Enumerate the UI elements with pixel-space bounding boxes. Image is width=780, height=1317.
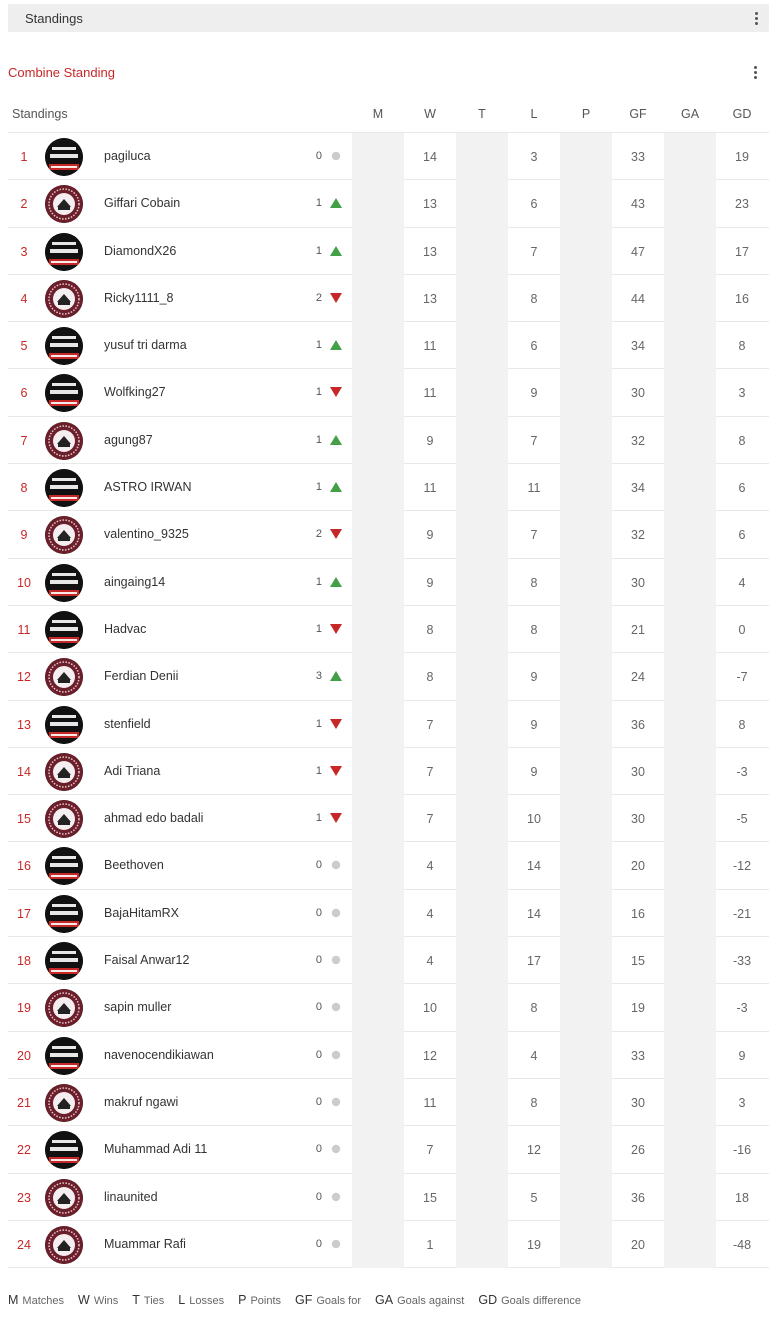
rank: 14 bbox=[17, 764, 31, 779]
rank: 10 bbox=[17, 575, 31, 590]
team-logo-crest-icon bbox=[45, 989, 83, 1027]
shaded-column-t bbox=[456, 133, 508, 1268]
legend-item-gf bbox=[295, 1295, 361, 1307]
cell-l: 9 bbox=[530, 764, 538, 779]
trend-up-icon bbox=[330, 246, 342, 256]
cell-gf: 26 bbox=[631, 1143, 645, 1158]
cell-w: 10 bbox=[423, 1001, 437, 1016]
trend-same-icon bbox=[330, 1050, 342, 1060]
cell-l: 3 bbox=[530, 150, 538, 164]
trend-up-icon bbox=[330, 340, 342, 350]
position-change: 1 bbox=[315, 386, 322, 399]
cell-gd: 23 bbox=[735, 197, 749, 212]
rank: 15 bbox=[17, 812, 31, 827]
position-change: 0 bbox=[315, 1237, 322, 1250]
cell-gf: 21 bbox=[631, 622, 645, 637]
cell-gd: -3 bbox=[736, 764, 748, 779]
team-logo-crest-icon bbox=[45, 516, 83, 554]
legend-text: Ties bbox=[143, 1295, 165, 1307]
team-logo-empire-icon bbox=[45, 942, 83, 980]
section-title: Combine Standing bbox=[8, 65, 115, 80]
column-header-ga[interactable]: GA bbox=[680, 107, 700, 121]
cell-l: 10 bbox=[527, 812, 541, 827]
position-change: 0 bbox=[315, 1143, 322, 1156]
legend-text: Matches bbox=[22, 1295, 64, 1307]
team-logo-empire-icon bbox=[45, 895, 83, 933]
cell-l: 7 bbox=[530, 244, 538, 259]
cell-l: 5 bbox=[530, 1190, 538, 1205]
cell-w: 11 bbox=[423, 481, 437, 496]
cell-w: 4 bbox=[426, 906, 434, 921]
shaded-column-p bbox=[560, 133, 612, 1268]
cell-l: 7 bbox=[530, 528, 538, 543]
cell-gf: 36 bbox=[631, 717, 645, 732]
rank: 4 bbox=[20, 291, 28, 306]
player-name[interactable]: makruf ngawi bbox=[104, 1094, 179, 1109]
legend-key: W bbox=[78, 1293, 90, 1307]
position-change: 1 bbox=[315, 622, 322, 635]
column-header-t[interactable]: T bbox=[478, 107, 486, 121]
position-change: 1 bbox=[315, 764, 322, 777]
team-logo-crest-icon bbox=[45, 658, 83, 696]
cell-gf: 19 bbox=[631, 1001, 645, 1016]
player-name[interactable]: Faisal Anwar12 bbox=[104, 953, 190, 968]
cell-w: 4 bbox=[426, 859, 434, 874]
player-name[interactable]: pagiluca bbox=[104, 149, 151, 163]
player-name[interactable]: BajaHitamRX bbox=[104, 905, 180, 920]
trend-up-icon bbox=[330, 671, 342, 681]
cell-gf: 30 bbox=[631, 575, 645, 590]
cell-gf: 20 bbox=[631, 1237, 645, 1252]
position-change: 0 bbox=[315, 859, 322, 872]
cell-gd: -48 bbox=[732, 1237, 752, 1252]
position-change: 1 bbox=[315, 244, 322, 257]
cell-l: 19 bbox=[527, 1237, 541, 1252]
player-name[interactable]: yusuf tri darma bbox=[104, 338, 187, 353]
rank: 20 bbox=[17, 1048, 31, 1063]
cell-gf: 43 bbox=[631, 197, 645, 212]
rank: 23 bbox=[17, 1190, 31, 1205]
cell-gd: 16 bbox=[735, 291, 749, 306]
trend-same-icon bbox=[330, 1239, 342, 1249]
legend-key: M bbox=[8, 1293, 19, 1307]
column-header-m[interactable]: M bbox=[372, 107, 384, 121]
cell-w: 14 bbox=[423, 150, 437, 164]
cell-gf: 47 bbox=[631, 244, 645, 259]
rank: 22 bbox=[17, 1143, 31, 1158]
rank: 17 bbox=[17, 906, 31, 921]
team-logo-crest-icon bbox=[45, 1084, 83, 1122]
position-change: 1 bbox=[315, 812, 322, 825]
cell-l: 12 bbox=[527, 1143, 541, 1158]
team-logo-crest-icon bbox=[45, 422, 83, 460]
cell-l: 9 bbox=[530, 670, 538, 685]
team-logo-empire-icon bbox=[45, 327, 83, 365]
legend-key: GD bbox=[478, 1293, 498, 1307]
cell-gf: 30 bbox=[631, 764, 645, 779]
column-header-w[interactable]: W bbox=[424, 107, 436, 121]
column-header-gd[interactable]: GD bbox=[732, 107, 752, 121]
cell-gd: -16 bbox=[732, 1143, 752, 1158]
position-change: 1 bbox=[315, 481, 322, 494]
cell-gd: 9 bbox=[738, 1048, 746, 1063]
legend-item-ga bbox=[375, 1295, 464, 1307]
cell-gd: 0 bbox=[738, 622, 746, 637]
trend-same-icon bbox=[330, 151, 342, 161]
trend-same-icon bbox=[330, 908, 342, 918]
trend-same-icon bbox=[330, 1002, 342, 1012]
position-change: 1 bbox=[315, 575, 322, 588]
header-title: Standings bbox=[25, 11, 83, 26]
cell-gd: -5 bbox=[736, 812, 748, 827]
player-name[interactable]: Adi Triana bbox=[104, 763, 161, 778]
legend-text: Goals difference bbox=[501, 1295, 581, 1307]
cell-l: 7 bbox=[530, 433, 538, 448]
rank: 13 bbox=[17, 717, 31, 732]
shaded-column-ga bbox=[664, 133, 716, 1268]
rank: 5 bbox=[20, 339, 28, 354]
player-name[interactable]: stenfield bbox=[104, 716, 151, 731]
cell-l: 8 bbox=[530, 575, 538, 590]
player-name[interactable]: Ricky1111_8 bbox=[104, 290, 174, 305]
legend-item-l bbox=[178, 1295, 224, 1307]
cell-gf: 36 bbox=[631, 1190, 645, 1205]
player-name[interactable]: Beethoven bbox=[104, 858, 164, 873]
cell-w: 4 bbox=[426, 954, 434, 969]
cell-gd: 17 bbox=[735, 244, 749, 259]
cell-w: 13 bbox=[423, 291, 437, 306]
cell-gd: 8 bbox=[738, 717, 746, 732]
rank: 6 bbox=[20, 386, 28, 401]
player-name[interactable]: agung87 bbox=[104, 432, 153, 447]
cell-l: 11 bbox=[527, 481, 541, 496]
player-name[interactable]: sapin muller bbox=[104, 1000, 172, 1015]
cell-w: 8 bbox=[426, 622, 434, 637]
position-change: 0 bbox=[315, 906, 322, 919]
cell-gf: 33 bbox=[631, 1048, 645, 1063]
position-change: 1 bbox=[315, 197, 322, 210]
player-name[interactable]: Giffari Cobain bbox=[104, 196, 181, 211]
rank: 21 bbox=[17, 1095, 31, 1110]
player-name[interactable]: ASTRO IRWAN bbox=[104, 480, 192, 495]
rank: 8 bbox=[20, 481, 28, 496]
cell-gf: 32 bbox=[631, 433, 645, 448]
cell-gf: 44 bbox=[631, 291, 645, 306]
position-change: 1 bbox=[315, 339, 322, 352]
player-name[interactable]: aingaing14 bbox=[104, 574, 166, 589]
player-name[interactable]: ahmad edo badali bbox=[104, 811, 204, 826]
rank: 16 bbox=[17, 859, 31, 874]
team-logo-empire-icon bbox=[45, 469, 83, 507]
shaded-column-m bbox=[352, 133, 404, 1268]
rank: 9 bbox=[20, 528, 28, 543]
cell-gd: 3 bbox=[738, 1095, 746, 1110]
legend-item-p bbox=[238, 1295, 281, 1307]
cell-w: 7 bbox=[426, 812, 434, 827]
rank: 24 bbox=[17, 1237, 31, 1252]
cell-gd: 8 bbox=[738, 339, 746, 354]
trend-down-icon bbox=[330, 387, 342, 397]
position-change: 3 bbox=[315, 670, 322, 683]
cell-w: 11 bbox=[423, 339, 437, 354]
legend-item-gd bbox=[478, 1295, 581, 1307]
player-name[interactable]: Wolfking27 bbox=[104, 385, 166, 400]
cell-l: 9 bbox=[530, 386, 538, 401]
team-logo-empire-icon bbox=[45, 564, 83, 602]
cell-gf: 30 bbox=[631, 1095, 645, 1110]
rank: 19 bbox=[17, 1001, 31, 1016]
cell-l: 6 bbox=[530, 339, 538, 354]
cell-w: 13 bbox=[423, 197, 437, 212]
trend-up-icon bbox=[330, 482, 342, 492]
cell-l: 8 bbox=[530, 1001, 538, 1016]
team-logo-crest-icon bbox=[45, 1226, 83, 1264]
legend-key: GA bbox=[375, 1293, 394, 1307]
cell-gf: 34 bbox=[631, 481, 645, 496]
cell-gf: 20 bbox=[631, 859, 645, 874]
team-logo-empire-icon bbox=[45, 138, 83, 176]
cell-w: 7 bbox=[426, 764, 434, 779]
player-name[interactable]: Muhammad Adi 11 bbox=[104, 1142, 208, 1157]
trend-same-icon bbox=[330, 1097, 342, 1107]
cell-gf: 24 bbox=[631, 670, 645, 685]
trend-up-icon bbox=[330, 435, 342, 445]
section-more-options-icon[interactable] bbox=[750, 65, 760, 81]
trend-up-icon bbox=[330, 577, 342, 587]
trend-down-icon bbox=[330, 529, 342, 539]
player-name[interactable]: linaunited bbox=[104, 1189, 158, 1204]
player-name[interactable]: Muammar Rafi bbox=[104, 1236, 186, 1251]
cell-w: 1 bbox=[426, 1237, 434, 1252]
top-header-bar bbox=[8, 4, 769, 32]
team-logo-empire-icon bbox=[45, 374, 83, 412]
cell-gf: 15 bbox=[631, 954, 645, 969]
cell-w: 9 bbox=[426, 433, 434, 448]
legend-text: Points bbox=[250, 1295, 282, 1307]
column-header-gf[interactable]: GF bbox=[629, 107, 647, 121]
trend-down-icon bbox=[330, 813, 342, 823]
team-logo-empire-icon bbox=[45, 233, 83, 271]
column-legend bbox=[8, 1293, 595, 1307]
cell-gd: -33 bbox=[732, 954, 752, 969]
position-change: 0 bbox=[315, 954, 322, 967]
cell-l: 8 bbox=[530, 622, 538, 637]
cell-gd: -21 bbox=[732, 906, 752, 921]
trend-down-icon bbox=[330, 766, 342, 776]
position-change: 2 bbox=[315, 291, 322, 304]
team-logo-empire-icon bbox=[45, 706, 83, 744]
rank: 2 bbox=[20, 197, 28, 212]
team-logo-empire-icon bbox=[45, 1131, 83, 1169]
legend-key: L bbox=[178, 1293, 186, 1307]
cell-l: 6 bbox=[530, 197, 538, 212]
position-change: 0 bbox=[315, 1095, 322, 1108]
legend-text: Wins bbox=[93, 1295, 119, 1307]
cell-gd: 6 bbox=[738, 481, 746, 496]
player-name[interactable]: Hadvac bbox=[104, 621, 147, 636]
cell-w: 11 bbox=[423, 386, 437, 401]
position-change: 1 bbox=[315, 717, 322, 730]
trend-same-icon bbox=[330, 955, 342, 965]
rank: 11 bbox=[17, 622, 31, 637]
team-logo-crest-icon bbox=[45, 800, 83, 838]
team-logo-crest-icon bbox=[45, 280, 83, 318]
table-header-label: Standings bbox=[12, 107, 68, 121]
cell-l: 9 bbox=[530, 717, 538, 732]
cell-gf: 30 bbox=[631, 386, 645, 401]
legend-item-m bbox=[8, 1295, 64, 1307]
position-change: 0 bbox=[315, 1048, 322, 1061]
trend-same-icon bbox=[330, 1144, 342, 1154]
cell-w: 11 bbox=[423, 1095, 437, 1110]
legend-key: T bbox=[132, 1293, 140, 1307]
cell-gd: 6 bbox=[738, 528, 746, 543]
position-change: 1 bbox=[315, 433, 322, 446]
rank: 3 bbox=[20, 244, 28, 259]
cell-gd: 18 bbox=[735, 1190, 749, 1205]
trend-same-icon bbox=[330, 1192, 342, 1202]
team-logo-empire-icon bbox=[45, 611, 83, 649]
player-name[interactable]: Ferdian Denii bbox=[104, 669, 179, 684]
cell-w: 13 bbox=[423, 244, 437, 259]
cell-l: 8 bbox=[530, 291, 538, 306]
cell-gd: -12 bbox=[732, 859, 752, 874]
trend-down-icon bbox=[330, 293, 342, 303]
cell-w: 8 bbox=[426, 670, 434, 685]
trend-same-icon bbox=[330, 860, 342, 870]
position-change: 0 bbox=[315, 1001, 322, 1014]
cell-gd: -7 bbox=[736, 670, 748, 685]
trend-down-icon bbox=[330, 719, 342, 729]
team-logo-crest-icon bbox=[45, 753, 83, 791]
cell-l: 14 bbox=[527, 859, 541, 874]
cell-w: 9 bbox=[426, 575, 434, 590]
legend-text: Losses bbox=[189, 1295, 225, 1307]
standings-table bbox=[8, 94, 769, 1268]
rank: 7 bbox=[20, 433, 28, 448]
cell-l: 17 bbox=[527, 954, 541, 969]
legend-item-t bbox=[132, 1295, 164, 1307]
team-logo-crest-icon bbox=[45, 1179, 83, 1217]
cell-gd: -3 bbox=[736, 1001, 748, 1016]
cell-gf: 32 bbox=[631, 528, 645, 543]
position-change: 0 bbox=[315, 1190, 322, 1203]
position-change: 0 bbox=[315, 150, 322, 162]
trend-down-icon bbox=[330, 624, 342, 634]
cell-gf: 16 bbox=[631, 906, 645, 921]
cell-gd: 8 bbox=[738, 433, 746, 448]
trend-up-icon bbox=[330, 198, 342, 208]
cell-gf: 30 bbox=[631, 812, 645, 827]
cell-gf: 34 bbox=[631, 339, 645, 354]
legend-text: Goals for bbox=[316, 1295, 362, 1307]
more-options-icon[interactable] bbox=[751, 11, 761, 27]
column-header-p[interactable]: P bbox=[581, 107, 591, 121]
cell-w: 15 bbox=[423, 1190, 437, 1205]
cell-gd: 4 bbox=[738, 575, 746, 590]
cell-l: 4 bbox=[530, 1048, 538, 1063]
legend-key: P bbox=[238, 1293, 247, 1307]
cell-gd: 3 bbox=[738, 386, 746, 401]
team-logo-empire-icon bbox=[45, 847, 83, 885]
cell-w: 9 bbox=[426, 528, 434, 543]
legend-key: GF bbox=[295, 1293, 313, 1307]
cell-gd: 19 bbox=[735, 150, 749, 164]
cell-gf: 33 bbox=[631, 150, 645, 164]
team-logo-empire-icon bbox=[45, 1037, 83, 1075]
position-change: 2 bbox=[315, 528, 322, 541]
rank: 1 bbox=[20, 150, 28, 164]
cell-l: 14 bbox=[527, 906, 541, 921]
column-header-l[interactable]: L bbox=[530, 107, 538, 121]
legend-text: Goals against bbox=[397, 1295, 465, 1307]
rank: 12 bbox=[17, 670, 31, 685]
team-logo-crest-icon bbox=[45, 185, 83, 223]
cell-l: 8 bbox=[530, 1095, 538, 1110]
table-header bbox=[8, 94, 769, 133]
legend-item-w bbox=[78, 1295, 118, 1307]
player-name[interactable]: DiamondX26 bbox=[104, 243, 177, 258]
cell-w: 7 bbox=[426, 1143, 434, 1158]
cell-w: 12 bbox=[423, 1048, 437, 1063]
player-name[interactable]: navenocendikiawan bbox=[104, 1047, 214, 1062]
player-name[interactable]: valentino_9325 bbox=[104, 527, 189, 542]
cell-w: 7 bbox=[426, 717, 434, 732]
rank: 18 bbox=[17, 954, 31, 969]
